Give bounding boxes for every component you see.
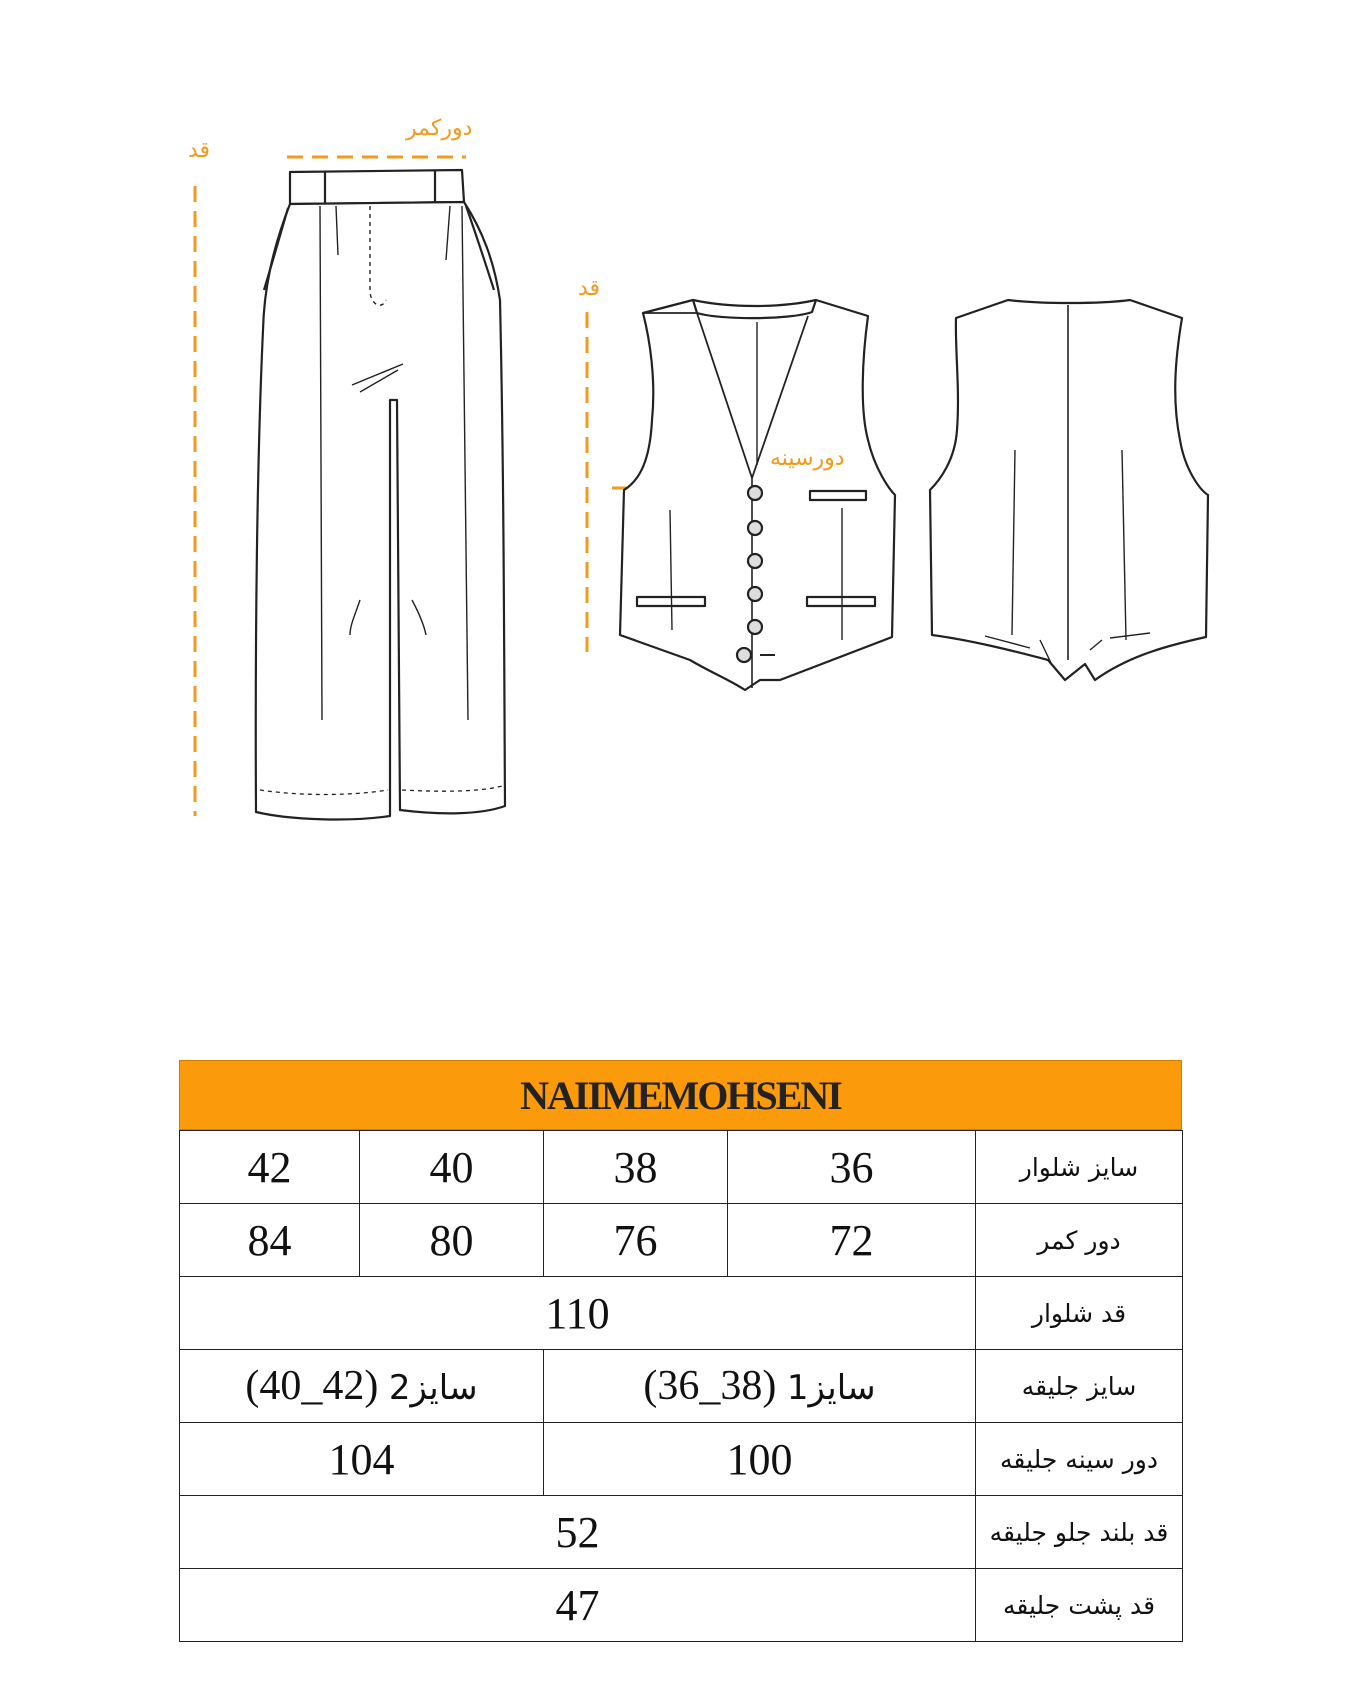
- pants-size-36: 36: [728, 1131, 976, 1204]
- pants-height-label: قد: [188, 138, 211, 163]
- vest-size-1-range: (36_38): [643, 1363, 777, 1409]
- vest-chest-104: 104: [180, 1423, 544, 1496]
- size-chart: [179, 1060, 1182, 1642]
- trousers-sketch: [256, 170, 505, 819]
- vest-front-sketch: [620, 300, 895, 690]
- vest-size-1-name: سایز1: [786, 1368, 876, 1408]
- vest-size-2-range: (40_42): [245, 1363, 379, 1409]
- waist-label: دور کمر: [976, 1204, 1183, 1277]
- pants-length-label: قد شلوار: [976, 1277, 1183, 1350]
- pants-size-38: 38: [544, 1131, 728, 1204]
- table-row-pants-size: [180, 1131, 1183, 1204]
- vest-chest-label: دور سینه جلیقه: [976, 1423, 1183, 1496]
- vest-front-length-label: قد بلند جلو جلیقه: [976, 1496, 1183, 1569]
- vest-height-label: قد: [578, 276, 601, 301]
- vest-back-length-value: 47: [180, 1569, 976, 1642]
- pants-waist-label: دورکمر: [406, 116, 473, 141]
- waist-84: 84: [180, 1204, 360, 1277]
- waist-80: 80: [360, 1204, 544, 1277]
- brand-banner: [179, 1060, 1182, 1130]
- waist-76: 76: [544, 1204, 728, 1277]
- pants-size-42: 42: [180, 1131, 360, 1204]
- table-row-vest-size: [180, 1350, 1183, 1423]
- vest-chest-label: دورسینه: [770, 446, 845, 471]
- table-row-waist: [180, 1204, 1183, 1277]
- vest-chest-100: 100: [544, 1423, 976, 1496]
- pants-size-40: 40: [360, 1131, 544, 1204]
- vest-size-label: سایز جلیقه: [976, 1350, 1183, 1423]
- vest-size-1-cell: [544, 1350, 976, 1423]
- table-row-vest-back-length: [180, 1569, 1183, 1642]
- vest-back-length-label: قد پشت جلیقه: [976, 1569, 1183, 1642]
- waist-72: 72: [728, 1204, 976, 1277]
- pants-length-value: 110: [180, 1277, 976, 1350]
- vest-size-2-cell: [180, 1350, 544, 1423]
- table-row-pants-length: [180, 1277, 1183, 1350]
- table-row-vest-front-length: [180, 1496, 1183, 1569]
- vest-front-length-value: 52: [180, 1496, 976, 1569]
- size-table: [179, 1130, 1183, 1642]
- brand-name: NAIIMEMOHSENI: [520, 1072, 841, 1118]
- vest-size-2-name: سایز2: [388, 1368, 478, 1408]
- pants-size-label: سایز شلوار: [976, 1131, 1183, 1204]
- vest-back-sketch: [930, 300, 1208, 680]
- table-row-vest-chest: [180, 1423, 1183, 1496]
